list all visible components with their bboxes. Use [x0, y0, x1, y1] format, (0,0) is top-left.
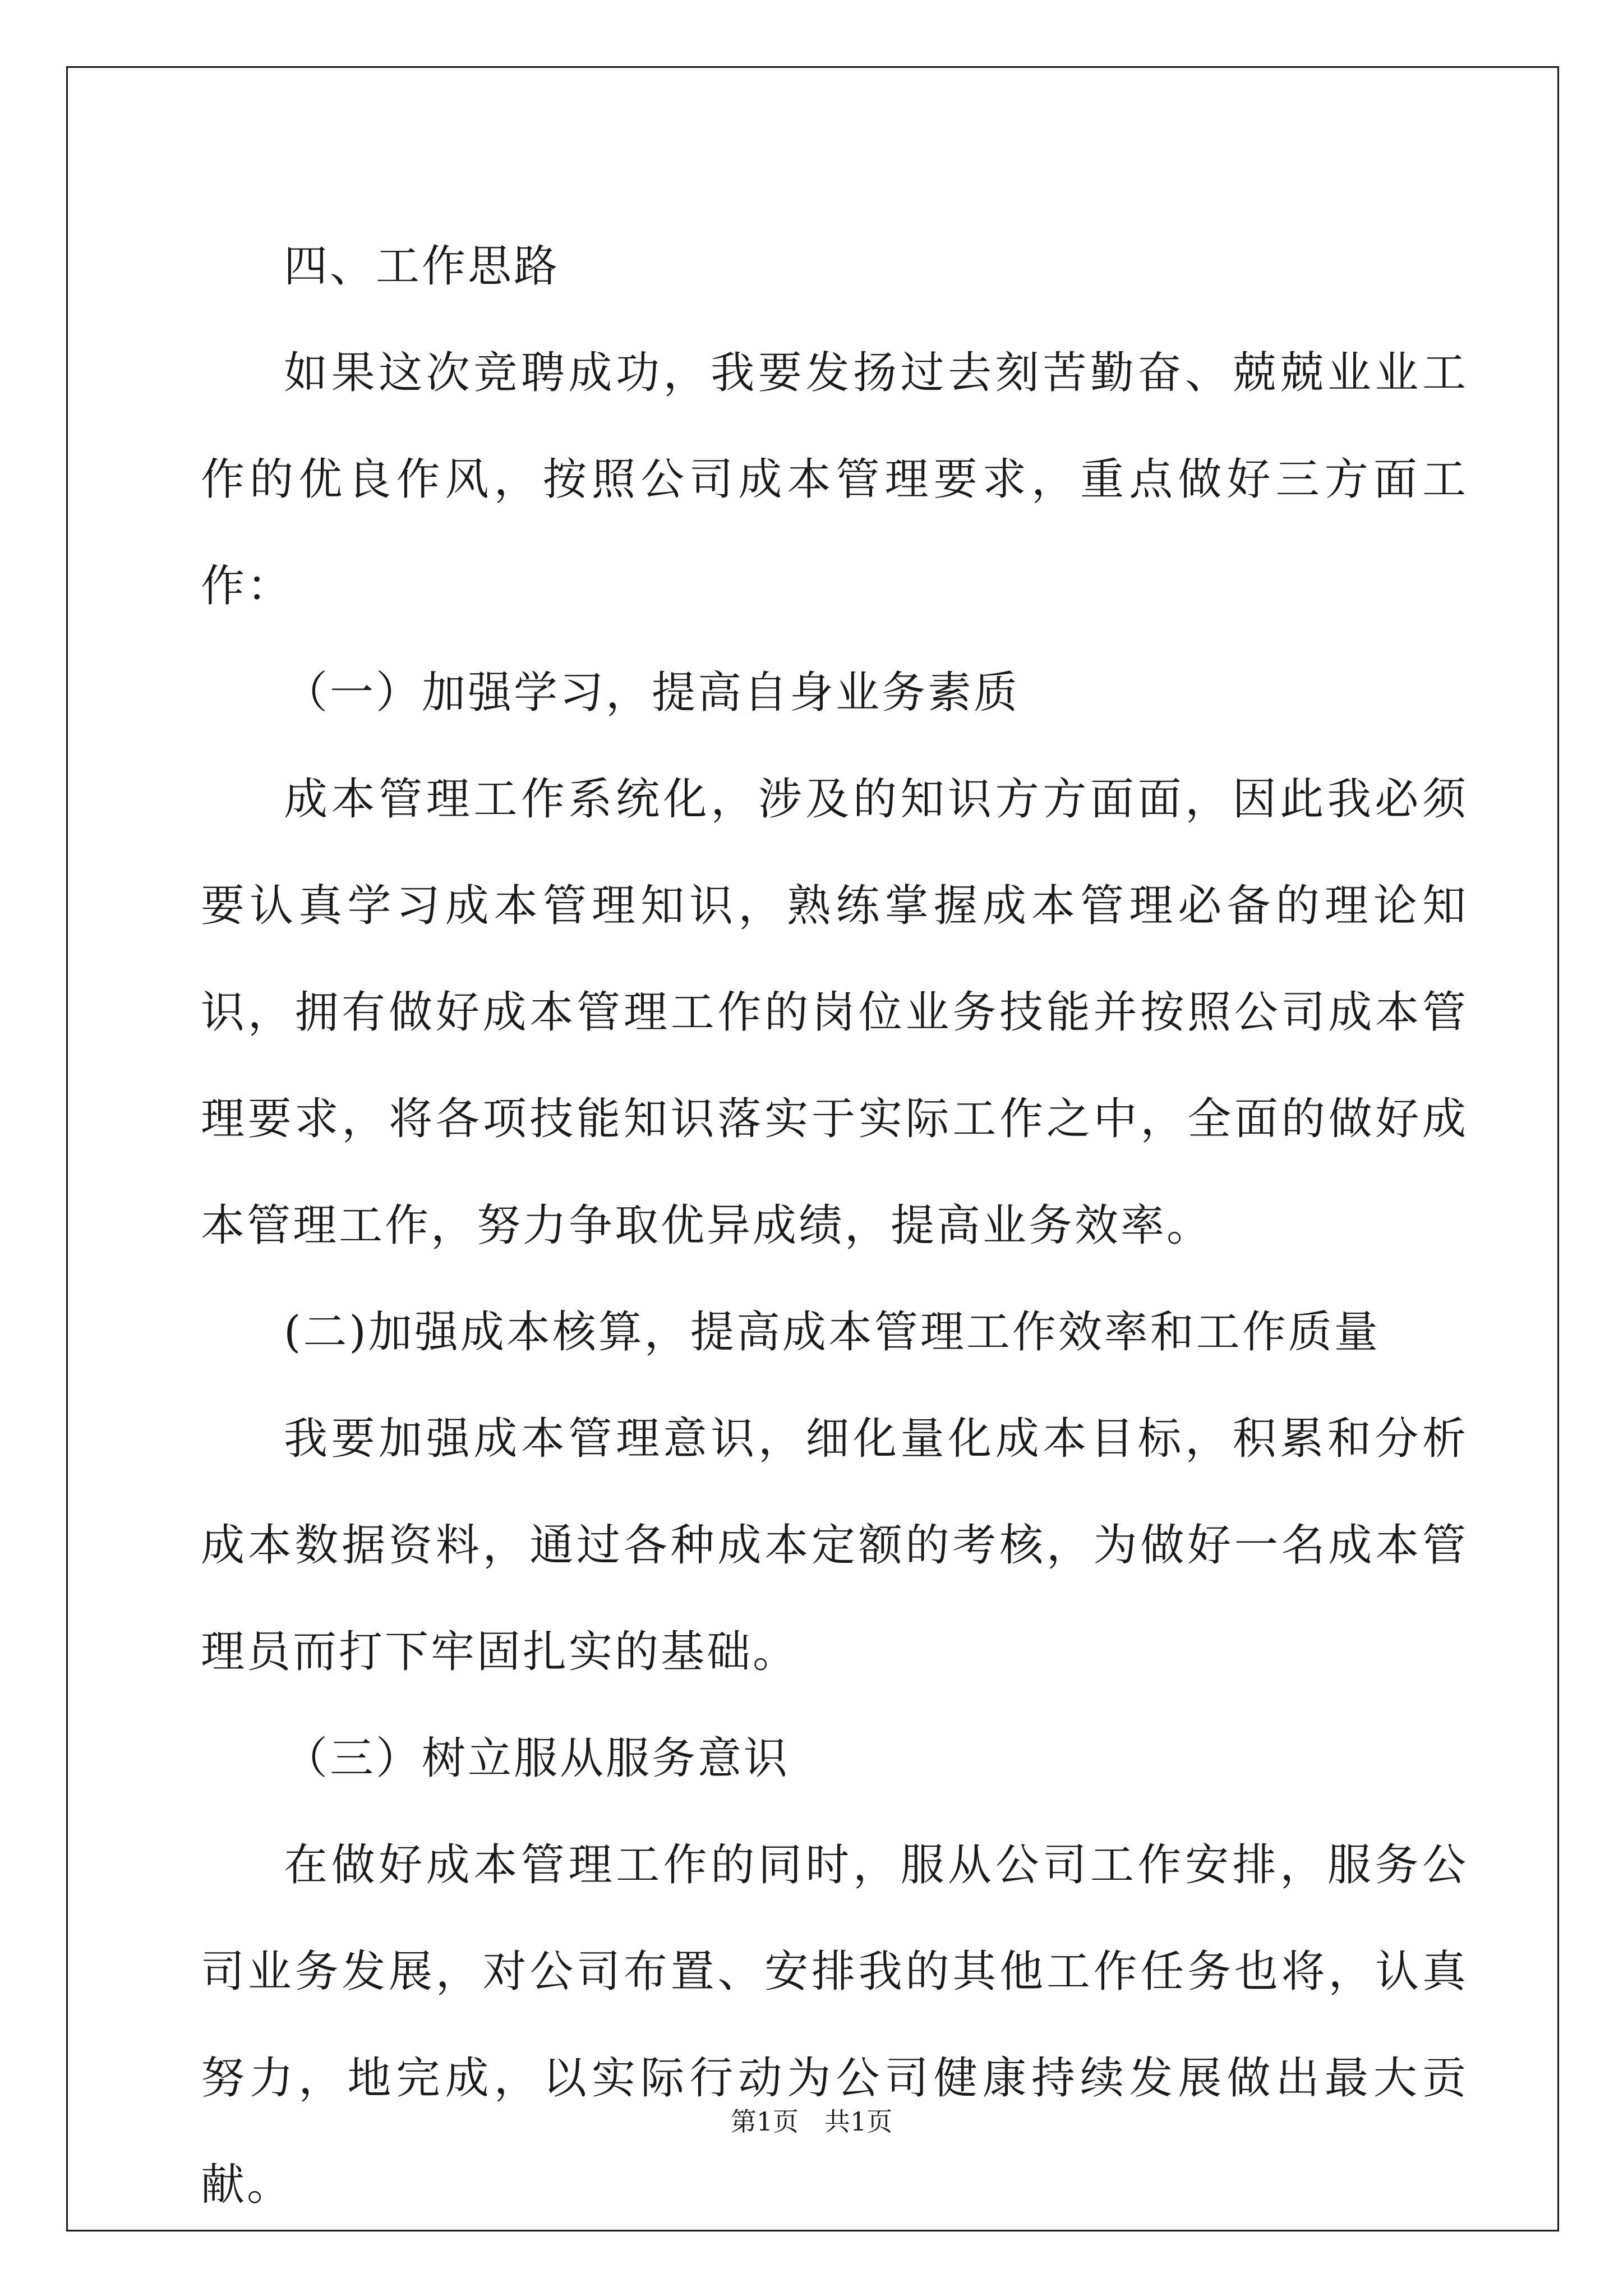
subsection-heading: （三）树立服从服务意识 [284, 1733, 790, 1784]
page-footer: 第1页 共1页 [730, 2106, 893, 2137]
paragraph: 在做好成本管理工作的同时，服从公司工作安排，服务公司业务发展，对公司布置、安排我的其他工作任务也将，认真努力，地完成，以实际行动为公司健康持续发展做出最大贡献。 [201, 1840, 1468, 2210]
subsection-heading: （一）加强学习，提高自身业务素质 [284, 668, 1020, 718]
document-body [201, 213, 1468, 2238]
paragraph: 我要加强成本管理意识，细化量化成本目标，积累和分析成本数据资料，通过各种成本定额的考核，为做好一名成本管理员而打下牢固扎实的基础。 [201, 1414, 1468, 1677]
paragraph: 如果这次竞聘成功，我要发扬过去刻苦勤奋、兢兢业业工作的优良作风，按照公司成本管理要求，重点做好三方面工作： [201, 348, 1468, 611]
paragraph: 成本管理工作系统化，涉及的知识方方面面，因此我必须要认真学习成本管理知识，熟练掌握成本管理必备的理论知识，拥有做好成本管理工作的岗位业务技能并按照公司成本管理要求，将各项技能知识落实于实际工作之中，全面的做好成本管理工作，努力争取优异成绩，提高业务效率。 [201, 774, 1468, 1251]
subsection-heading: (二)加强成本核算，提高成本管理工作效率和工作质量 [284, 1307, 1380, 1358]
section-heading: 四、工作思路 [284, 241, 560, 292]
